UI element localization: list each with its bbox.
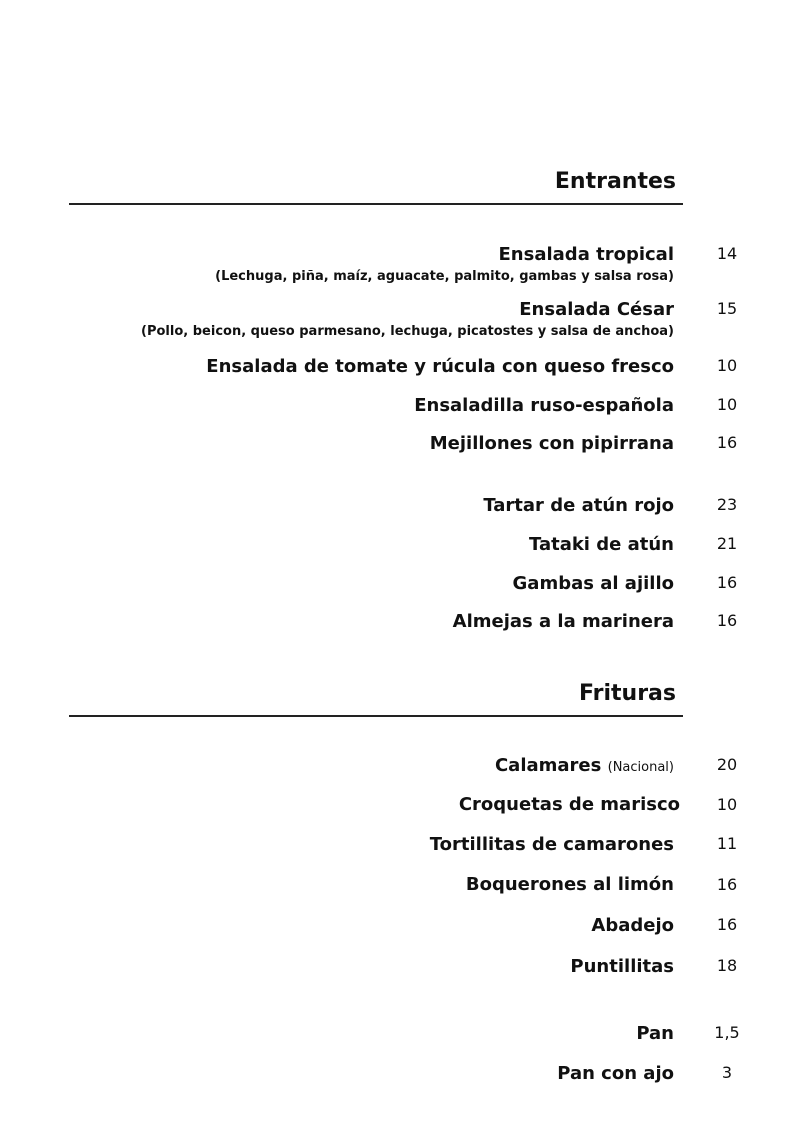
menu-item-price: 14	[716, 244, 738, 263]
menu-item-price: 21	[716, 534, 738, 553]
menu-item-name: Abadejo	[591, 915, 674, 936]
menu-item-name: Ensalada tropical	[498, 244, 674, 265]
menu-item-name: Pan con ajo	[557, 1063, 674, 1084]
menu-item-name: Ensalada de tomate y rúcula con queso fresco	[206, 356, 674, 377]
menu-item-name: Gambas al ajillo	[512, 573, 674, 594]
menu-item-price: 10	[716, 356, 738, 375]
menu-item-price: 10	[716, 395, 738, 414]
menu-item-name	[495, 757, 674, 775]
menu-item-name: Tortillitas de camarones	[429, 834, 674, 855]
menu-item-price: 10	[716, 795, 738, 814]
menu-item-name: Mejillones con pipirrana	[429, 433, 674, 454]
menu-item-price: 1,5	[714, 1023, 740, 1042]
menu-item-name: Pan	[636, 1023, 674, 1044]
menu-item-price: 16	[716, 433, 738, 452]
menu-item-price: 18	[716, 956, 738, 975]
menu-item-price: 16	[716, 573, 738, 592]
menu-item-price: 23	[716, 495, 738, 514]
menu-item-price: 11	[716, 834, 738, 853]
menu-item-price: 20	[716, 755, 738, 774]
menu-item-description: (Pollo, beicon, queso parmesano, lechuga, picatostes y salsa de anchoa)	[141, 324, 674, 339]
menu-item-price: 16	[716, 611, 738, 630]
section-divider	[69, 715, 683, 717]
menu-item-name: Ensalada César	[519, 299, 674, 320]
menu-item-name: Almejas a la marinera	[452, 611, 674, 632]
menu-item-description: (Lechuga, piña, maíz, aguacate, palmito, gambas y salsa rosa)	[215, 269, 674, 284]
menu-item-name: Tartar de atún rojo	[483, 495, 674, 516]
menu-item-name: Puntillitas	[570, 956, 674, 977]
section-divider	[69, 203, 683, 205]
menu-item-name: Boquerones al limón	[465, 874, 674, 895]
menu-item-price: 3	[721, 1063, 733, 1082]
menu-item-name: Ensaladilla ruso-española	[414, 395, 674, 416]
section-title-frituras: Frituras	[579, 681, 676, 706]
menu-item-price: 16	[716, 915, 738, 934]
menu-item-price: 15	[716, 299, 738, 318]
menu-item-note: (Nacional)	[607, 760, 674, 775]
menu-item-name: Tataki de atún	[528, 534, 674, 555]
menu-item-name-text: Calamares	[494, 755, 602, 776]
section-title-entrantes: Entrantes	[554, 169, 676, 194]
menu-item-price: 16	[716, 875, 738, 894]
menu-item-name: Croquetas de marisco	[458, 794, 680, 815]
